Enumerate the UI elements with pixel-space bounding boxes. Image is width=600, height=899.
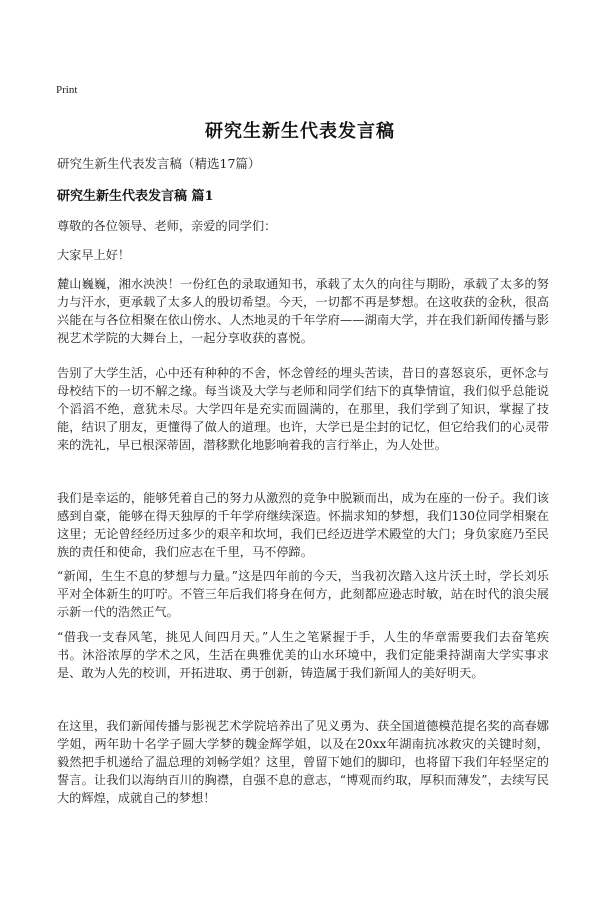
- body-paragraph: 麓山巍巍，湘水泱泱！一份红色的录取通知书，承载了太久的向往与期盼，承载了太多的努力与汗水，更承载了太多人的殷切希望。今天，一切都不再是梦想。在这收获的金秋，很高兴能在与各位相聚在依山傍水、人杰地灵的千年学府——湖南大学，并在我们新闻传播与影视艺术学院的大舞台上，一起分享收获的喜悦。: [57, 277, 549, 345]
- body-paragraph: 告别了大学生活，心中还有种种的不舍，怀念曾经的埋头苦读，昔日的喜怒哀乐，更怀念与母校结下的一切不解之缘。每当谈及大学与老师和同学们结下的真挚情谊，我们似乎总能说个滔滔不绝，意犹未尽。大学四年是充实而圆满的，在那里，我们学到了知识，掌握了技能，结识了朋友，更懂得了做人的道理。也许，大学已是尘封的记忆，但它给我们的心灵带来的洗礼，早已根深蒂固，潜移默化地影响着我的言行举止，为人处世。: [57, 366, 549, 452]
- greeting: 大家早上好！: [57, 248, 131, 262]
- salutation: 尊敬的各位领导、老师，亲爱的同学们：: [57, 219, 277, 233]
- body-paragraph: “借我一支春风笔，挑见人间四月天。”人生之笔紧握于手，人生的华章需要我们去奋笔疾书。沐浴浓厚的学术之风，生活在典雅优美的山水环境中，我们定能秉持湖南大学实事求是、敢为人先的校训，开拓进取、勇于创新，铸造属于我们新闻人的美好明天。: [57, 630, 549, 680]
- page-title: 研究生新生代表发言稿: [205, 121, 395, 142]
- document-subtitle: 研究生新生代表发言稿（精选17篇）: [57, 156, 261, 171]
- section-heading: 研究生新生代表发言稿 篇1: [57, 189, 214, 204]
- body-paragraph: 在这里，我们新闻传播与影视艺术学院培养出了见义勇为、获全国道德模范提名奖的高春娜学姐，两年助十名学子圆大学梦的魏金辉学姐，以及在20xx年湖南抗冰救灾的关键时刻，毅然把手机递给了温总理的刘畅学姐？这里，曾留下她们的脚印，也将留下我们年轻坚定的誓言。让我们以海纳百川的胸襟，自强不息的意志，“博观而约取，厚积而薄发”，去续写民大的辉煌，成就自己的梦想！: [57, 719, 549, 805]
- body-paragraph: “新闻，生生不息的梦想与力量。”这是四年前的今天，当我初次踏入这片沃土时，学长刘乐平对全体新生的叮咛。不管三年后我们将身在何方，此刻都应逊志时敏，站在时代的浪尖展示新一代的浩然正气。: [57, 569, 549, 619]
- print-label: Print: [56, 84, 78, 96]
- body-paragraph: 我们是幸运的，能够凭着自己的努力从激烈的竞争中脱颖而出，成为在座的一份子。我们该感到自豪，能够在得天独厚的千年学府继续深造。怀揣求知的梦想，我们130位同学相聚在这里；无论曾经经历过多少的艰辛和坎坷，我们已经迈进学术殿堂的大门；身负家庭乃至民族的责任和使命，我们应志在千里，马不停蹄。: [57, 491, 549, 559]
